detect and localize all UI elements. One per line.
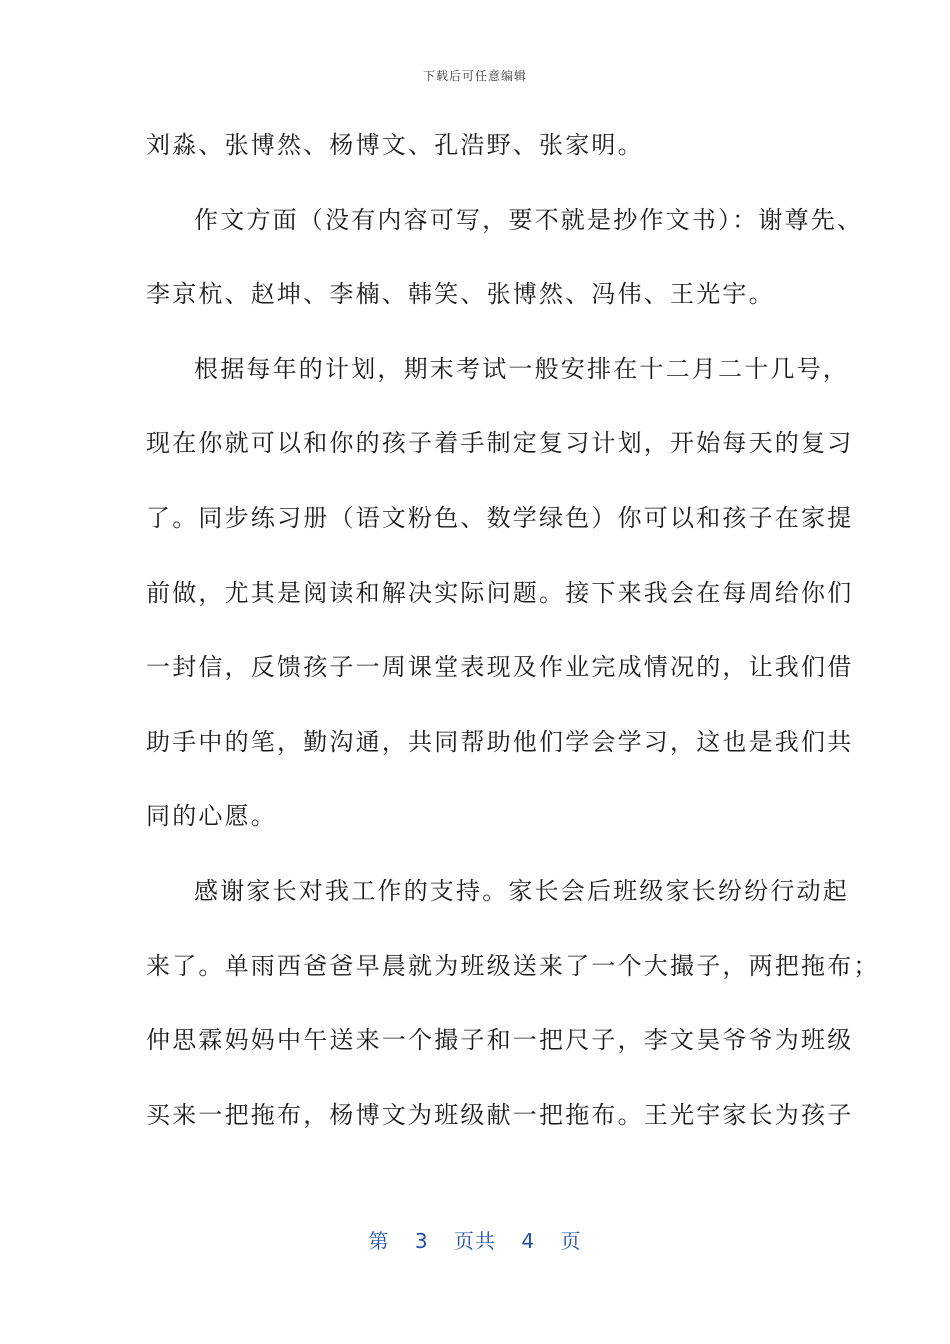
document-body — [146, 113, 880, 1157]
text-line: 同的心愿。 — [146, 802, 277, 831]
text-line: 李京杭、赵坤、李楠、韩笑、张博然、冯伟、王光宇。 — [146, 280, 775, 309]
text-line: 买来一把拖布，杨博文为班级献一把拖布。王光宇家长为孩子 — [146, 1100, 854, 1129]
footer-middle: 页共 — [454, 1229, 496, 1253]
current-page-number: 3 — [414, 1229, 429, 1253]
text-line: 现在你就可以和你的孩子着手制定复习计划，开始每天的复习 — [146, 429, 854, 458]
text-line: 一封信，反馈孩子一周课堂表现及作业完成情况的，让我们借 — [146, 653, 854, 682]
paragraph-start-line: 感谢家长对我工作的支持。家长会后班级家长纷纷行动起 — [194, 876, 849, 905]
header-note: 下载后可任意编辑 — [422, 69, 527, 83]
footer-suffix: 页 — [560, 1229, 582, 1253]
text-line: 前做，尤其是阅读和解决实际问题。接下来我会在每周给你们 — [146, 578, 854, 607]
text-line: 了。同步练习册（语文粉色、数学绿色）你可以和孩子在家提 — [146, 503, 854, 532]
total-pages-number: 4 — [521, 1229, 536, 1253]
text-line: 仲思霖妈妈中午送来一个撮子和一把尺子，李文昊爷爷为班级 — [146, 1026, 854, 1055]
paragraph-start-line: 根据每年的计划，期末考试一般安排在十二月二十几号， — [194, 354, 849, 383]
text-line: 来了。单雨西爸爸早晨就为班级送来了一个大撮子，两把拖布； — [146, 951, 880, 980]
page-footer — [0, 1225, 950, 1254]
text-line: 刘淼、张博然、杨博文、孔浩野、张家明。 — [146, 131, 644, 159]
text-line: 助手中的笔，勤沟通，共同帮助他们学会学习，这也是我们共 — [146, 727, 854, 756]
paragraph-start-line: 作文方面（没有内容可写，要不就是抄作文书）：谢尊先、 — [194, 205, 864, 234]
footer-prefix: 第 — [368, 1229, 390, 1253]
